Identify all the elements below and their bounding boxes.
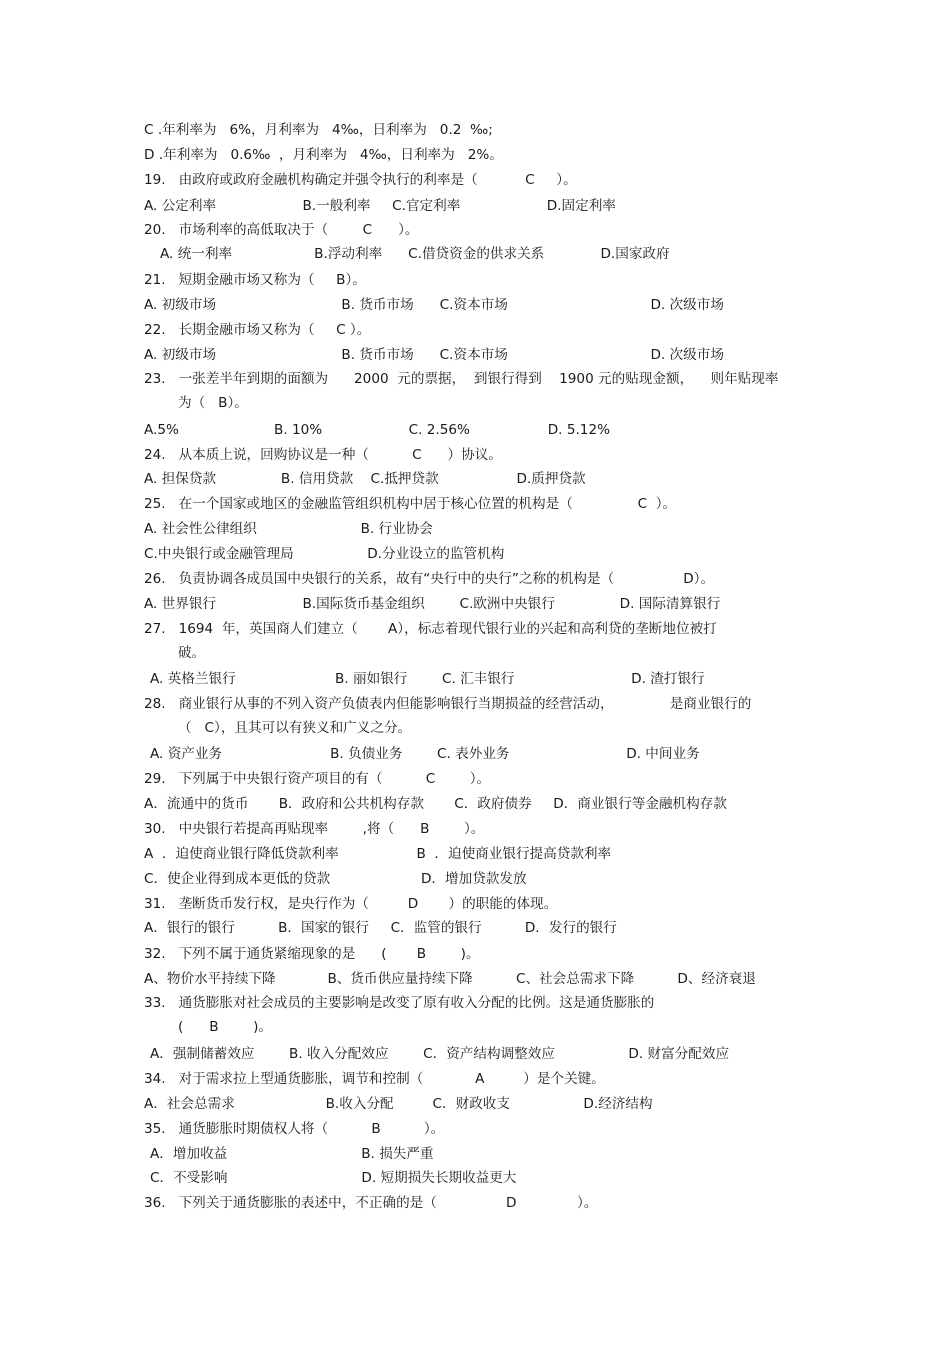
- text-line: 33. 通货膨胀对社会成员的主要影响是改变了原有收入分配的比例。这是通货膨胀的: [144, 995, 655, 1011]
- text-line: 35. 通货膨胀时期债权人将（ B ）。: [144, 1121, 445, 1137]
- text-line: A. 世界银行 B.国际货币基金组织 C.欧洲中央银行 D. 国际清算银行: [144, 596, 721, 612]
- text-line: A．社会总需求 B.收入分配 C．财政收支 D.经济结构: [144, 1096, 653, 1112]
- text-line: 23. 一张差半年到期的面额为 2000 元的票据， 到银行得到 1900 元的贴现金额， 则年贴现率: [144, 371, 779, 387]
- text-line: C .年利率为 6%，月利率为 4‰，日利率为 0.2 ‰;: [144, 122, 493, 138]
- text-line: A、物价水平持续下降 B、货币供应量持续下降 C、社会总需求下降 D、经济衰退: [144, 971, 756, 987]
- text-line: 26. 负责协调各成员国中央银行的关系，故有“央行中的央行”之称的机构是（ D）。: [144, 571, 715, 587]
- text-line: 破。: [178, 645, 206, 661]
- text-line: 24. 从本质上说，回购协议是一种（ C ）协议。: [144, 447, 502, 463]
- text-line: 为（ B）。: [178, 395, 248, 411]
- text-line: A. 担保贷款 B. 信用贷款 C.抵押贷款 D.质押贷款: [144, 471, 586, 487]
- text-line: A．强制储蓄效应 B. 收入分配效应 C．资产结构调整效应 D. 财富分配效应: [150, 1046, 730, 1062]
- text-line: 32. 下列不属于通货紧缩现象的是 ( B )。: [144, 946, 480, 962]
- text-line: A. 初级市场 B. 货币市场 C.资本市场 D. 次级市场: [144, 297, 724, 313]
- text-line: D .年利率为 0.6‰ ，月利率为 4‰，日利率为 2%。: [144, 147, 503, 163]
- text-line: ( B )。: [178, 1019, 273, 1035]
- text-line: 27. 1694 年，英国商人们建立（ A），标志着现代银行业的兴起和高利贷的垄断地位被打: [144, 621, 717, 637]
- text-line: C．使企业得到成本更低的贷款 D．增加贷款发放: [144, 871, 527, 887]
- text-line: 21. 短期金融市场又称为（ B）。: [144, 272, 366, 288]
- text-line: A. 资产业务 B. 负债业务 C. 表外业务 D. 中间业务: [150, 746, 700, 762]
- text-line: （ C），且其可以有狭义和广义之分。: [178, 720, 412, 736]
- text-line: A. 英格兰银行 B. 丽如银行 C. 汇丰银行 D. 渣打银行: [150, 671, 705, 687]
- text-line: 29. 下列属于中央银行资产项目的有（ C ）。: [144, 771, 491, 787]
- text-line: C．不受影响 D. 短期损失长期收益更大: [150, 1170, 517, 1186]
- text-line: A．增加收益 B. 损失严重: [150, 1146, 434, 1162]
- text-line: 36. 下列关于通货膨胀的表述中，不正确的是（ D ）。: [144, 1195, 598, 1211]
- text-line: A.5% B. 10% C. 2.56% D. 5.12%: [144, 422, 611, 438]
- text-line: A. 公定利率 B.一般利率 C.官定利率 D.固定利率: [144, 198, 616, 214]
- text-line: 19. 由政府或政府金融机构确定并强令执行的利率是（ C ）。: [144, 172, 577, 188]
- text-line: 34. 对于需求拉上型通货膨胀，调节和控制（ A ）是个关键。: [144, 1071, 605, 1087]
- text-line: 20. 市场利率的高低取决于（ C ）。: [144, 222, 419, 238]
- text-line: 22. 长期金融市场又称为（ C ）。: [144, 322, 371, 338]
- text-line: A. 统一利率 B.浮动利率 C.借贷资金的供求关系 D.国家政府: [160, 246, 670, 262]
- text-line: 31. 垄断货币发行权，是央行作为（ D ）的职能的体现。: [144, 896, 558, 912]
- text-line: A. 初级市场 B. 货币市场 C.资本市场 D. 次级市场: [144, 347, 724, 363]
- text-line: 30. 中央银行若提高再贴现率 ,将（ B ）。: [144, 821, 485, 837]
- text-line: 25. 在一个国家或地区的金融监管组织机构中居于核心位置的机构是（ C ）。: [144, 496, 677, 512]
- text-line: 28. 商业银行从事的不列入资产负债表内但能影响银行当期损益的经营活动， 是商业银行的: [144, 696, 752, 712]
- text-line: A．流通中的货币 B．政府和公共机构存款 C．政府债券 D．商业银行等金融机构存款: [144, 796, 727, 812]
- text-line: A. 社会性公律组织 B. 行业协会: [144, 521, 433, 537]
- text-line: A．银行的银行 B．国家的银行 C．监管的银行 D．发行的银行: [144, 920, 617, 936]
- text-line: A ．迫使商业银行降低贷款利率 B ．迫使商业银行提高贷款利率: [144, 846, 612, 862]
- text-line: C.中央银行或金融管理局 D.分业设立的监管机构: [144, 546, 505, 562]
